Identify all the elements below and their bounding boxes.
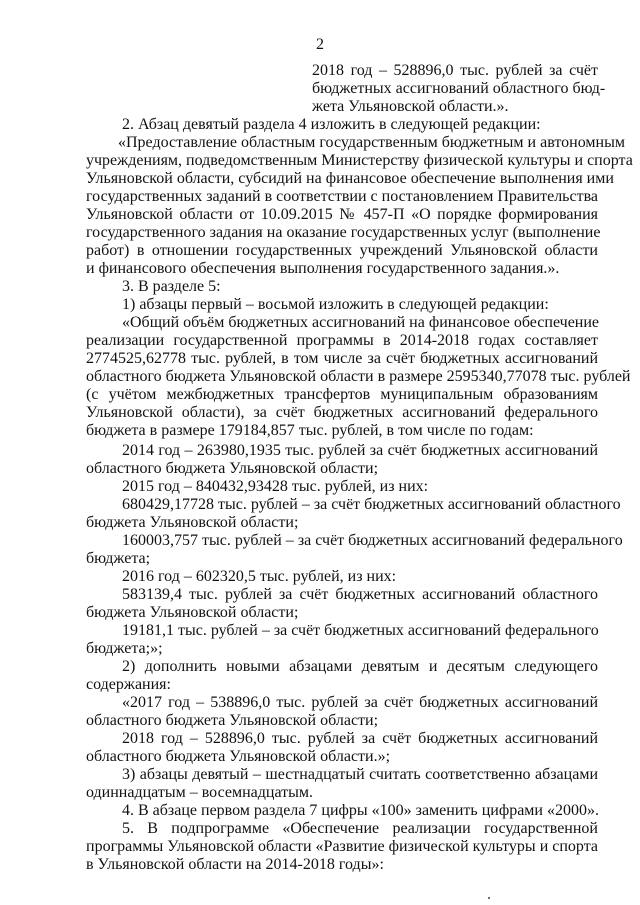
item-2-heading [86,116,598,134]
text-line: 5. В подпрограмме «Обеспечение реализации государственной [122,820,598,837]
year-2015-federal [86,532,623,568]
text-line: государственных заданий в соответствии с постановлением Правительства [86,188,599,205]
text-line: и финансового обеспечения выполнения государственного задания.». [86,260,560,277]
text-line: 680429,17728 тыс. рублей – за счёт бюджетных ассигнований областного [122,496,621,513]
text-line: 3. В разделе 5: [122,278,221,295]
text-line: 19181,1 тыс. рублей – за счёт бюджетных ассигнований федерального [122,622,599,639]
text-line: 2015 год – 840432,93428 тыс. рублей, из них: [122,478,429,495]
year-2015-heading [86,478,598,496]
subitem-2-heading [86,658,598,694]
text-line: 2014 год – 263980,1935 тыс. рублей за счёт бюджетных ассигнований [122,442,598,459]
subitem-3-paragraph [86,766,598,802]
text-line: бюджета; [86,550,151,567]
text-line: 3) абзацы девятый – шестнадцатый считать соответственно абзацами [122,766,598,783]
text-line: 160003,757 тыс. рублей – за счёт бюджетных ассигнований федерального [122,532,623,549]
text-line: 2016 год – 602320,5 тыс. рублей, из них: [122,568,397,585]
year-2014-paragraph [86,442,598,478]
text-line: «2017 год – 538896,0 тыс. рублей за счёт бюджетных ассигнований [122,694,598,711]
text-line: одиннадцатым – восемнадцатым. [86,784,314,801]
text-line: бюджета;»; [86,640,163,657]
scan-speck [488,897,490,899]
continued-paragraph [312,62,606,116]
text-line: «Предоставление областным государственным бюджетным и автономным [118,134,625,151]
text-line: 4. В абзаце первом раздела 7 цифры «100» заменить цифрами «2000». [122,802,599,819]
item-5-paragraph [86,820,598,874]
text-line: 2774525,62778 тыс. рублей, в том числе за счёт бюджетных ассигнований [86,350,598,367]
text-line: реализации государственной программы в 2014-2018 годах составляет [86,332,598,349]
text-line: бюджетных ассигнований областного бюд- [312,80,606,97]
text-line: Ульяновской области), за счёт бюджетных ассигнований федерального [86,404,598,421]
year-2017-paragraph [86,694,598,730]
text-line: работ) в отношении государственных учреждений Ульяновской области [86,242,598,259]
text-line: Ульяновской области, субсидий на финансовое обеспечение выполнения ими [86,170,614,187]
text-line: областного бюджета Ульяновской области.»; [86,748,391,765]
text-line: 1) абзацы первый – восьмой изложить в следующей редакции: [122,296,549,313]
text-line: Ульяновской области от 10.09.2015 № 457-П «О порядке формирования [86,206,598,223]
text-line: бюджета Ульяновской области; [86,514,299,531]
item-2-quote [86,134,633,278]
text-line: 2018 год – 528896,0 тыс. рублей за счёт бюджетных ассигнований [122,730,598,747]
text-line: 583139,4 тыс. рублей за счёт бюджетных ассигнований областного [122,586,598,603]
text-line: бюджета в размере 179184,857 тыс. рублей, в том числе по годам: [86,422,534,439]
text-line: в Ульяновской области на 2014-2018 годы»: [86,856,384,873]
page-number: 2 [316,36,324,53]
text-line: «Общий объём бюджетных ассигнований на финансовое обеспечение [122,314,600,331]
text-line: областного бюджета Ульяновской области; [86,712,379,729]
text-line: бюджета Ульяновской области; [86,604,299,621]
year-2016-federal [86,622,598,658]
subitem-1-quote [86,314,631,440]
year-2016-regional [86,586,598,622]
text-line: областного бюджета Ульяновской области; [86,460,379,477]
text-line: государственного задания на оказание государственных услуг (выполнение [86,224,601,241]
text-line: областного бюджета Ульяновской области в размере 2595340,77078 тыс. рублей [86,368,631,385]
text-line: содержания: [86,676,171,693]
text-line: (с учётом межбюджетных трансфертов муниципальным образованиям [86,386,598,403]
item-4-paragraph [86,802,598,820]
text-line: 2018 год – 528896,0 тыс. рублей за счёт [312,62,598,79]
text-line: программы Ульяновской области «Развитие физической культуры и спорта [86,838,598,855]
text-line: 2) дополнить новыми абзацами девятым и десятым следующего [122,658,598,675]
subitem-1-heading [86,296,598,314]
item-3-heading [86,278,598,296]
text-line: учреждениям, подведомственным Министерству физической культуры и спорта [86,152,633,169]
year-2018-paragraph [86,730,598,766]
text-line: жета Ульяновской области.». [312,98,509,115]
year-2015-regional [86,496,621,532]
year-2016-heading [86,568,598,586]
text-line: 2. Абзац девятый раздела 4 изложить в следующей редакции: [122,116,541,133]
